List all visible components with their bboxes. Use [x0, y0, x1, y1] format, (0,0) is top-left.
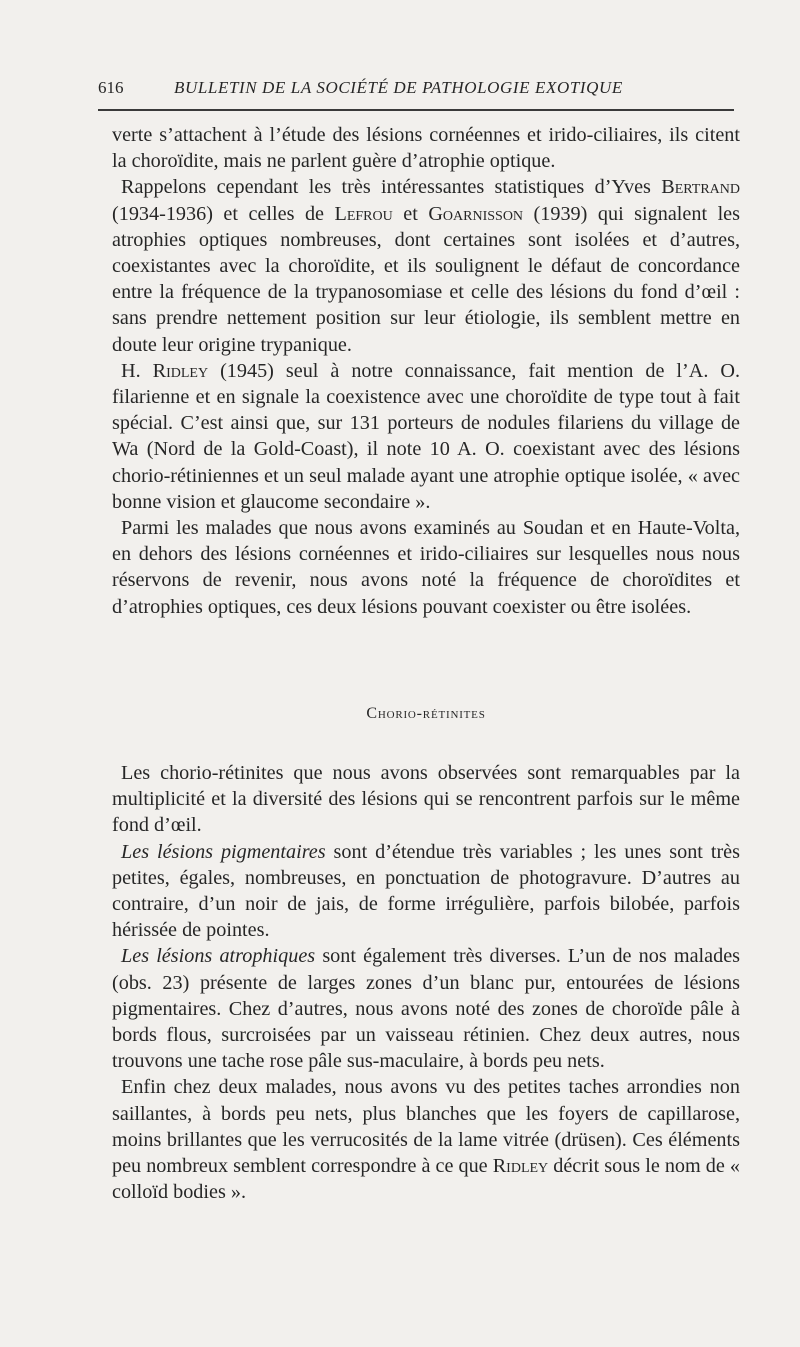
author-name: Bertrand: [661, 176, 740, 199]
body-text-section: [112, 760, 740, 1205]
italic-term: Les lésions atrophiques: [121, 945, 316, 968]
paragraph: Parmi les malades que nous avons examinés au Soudan et en Haute-Volta, en dehors des lésions cornéennes et irido-ciliaires sur lesquelles nous nous réservons de revenir, nous avons noté la fréquence de choroïdites et d’atrophies optiques, ces deux lésions pouvant coexister ou être isolées.: [112, 517, 740, 618]
paragraph: verte s’attachent à l’étude des lésions cornéennes et irido-ciliaires, ils citent la choroïdite, mais ne parlent guère d’atrophie optique.: [112, 124, 740, 173]
page-number: 616: [98, 78, 124, 97]
author-name: Ridley: [152, 359, 209, 382]
paragraph: H. Ridley (1945) seul à notre connaissance, fait mention de l’A. O. filarienne et en signale la coexistence avec une choroïdite de type tout à fait spécial. C’est ainsi que, sur 131 porteurs de nodules filariens du village de Wa (Nord de la Gold-Coast), il note 10 A. O. coexistant avec des lésions chorio-rétiniennes et un seul malade ayant une atrophie optique isolée, « avec bonne vision et glaucome secondaire ».: [112, 359, 740, 513]
author-name: Ridley: [492, 1155, 549, 1178]
running-title: BULLETIN DE LA SOCIÉTÉ DE PATHOLOGIE EXOTIQUE: [174, 78, 623, 97]
paragraph: Rappelons cependant les très intéressantes statistiques d’Yves Bertrand (1934-1936) et celles de Lefrou et Goarnisson (1939) qui signalent les atrophies optiques nombreuses, dont certaines sont isolées et d’autres, coexistantes avec la choroïdite, et ils soulignent le défaut de concordance entre la fréquence de la trypanosomiase et celle des lésions du fond d’œil : sans prendre nettement position sur leur étiologie, ils semblent mettre en doute leur origine trypanique.: [112, 176, 740, 356]
paragraph: Les lésions atrophiques sont également très diverses. L’un de nos malades (obs. 23) présente de larges zones d’un blanc pur, entourées de lésions pigmentaires. Chez d’autres, nous avons noté des zones de choroïde pâle à bords flous, surcroisées par un vaisseau rétinien. Chez deux autres, nous trouvons une tache rose pâle sus-maculaire, à bords peu nets.: [112, 945, 741, 1073]
header-rule: [98, 109, 734, 111]
body-text: [112, 122, 740, 620]
page-header: [98, 78, 734, 104]
author-name: Lefrou: [334, 202, 393, 225]
paragraph: Les chorio-rétinites que nous avons observées sont remarquables par la multiplicité et la diversité des lésions qui se rencontrent parfois sur le même fond d’œil.: [112, 762, 740, 837]
paragraph: Les lésions pigmentaires sont d’étendue très variables ; les unes sont très petites, égales, nombreuses, en ponctuation de photogravure. D’autres au contraire, d’un noir de jais, de forme irrégulière, parfois bilobée, parfois hérissée de pointes.: [112, 840, 740, 942]
author-name: Goarnisson: [428, 202, 524, 225]
italic-term: Les lésions pigmentaires: [121, 840, 326, 863]
paragraph: Enfin chez deux malades, nous avons vu des petites taches arrondies non saillantes, à bords peu nets, plus blanches que les foyers de capillarose, moins brillantes que les verrucosités de la lame vitrée (drüsen). Ces éléments peu nombreux semblent correspondre à ce que Ridley décrit sous le nom de « colloïd bodies ».: [112, 1076, 740, 1204]
section-heading: Chorio-rétinites: [366, 705, 486, 722]
